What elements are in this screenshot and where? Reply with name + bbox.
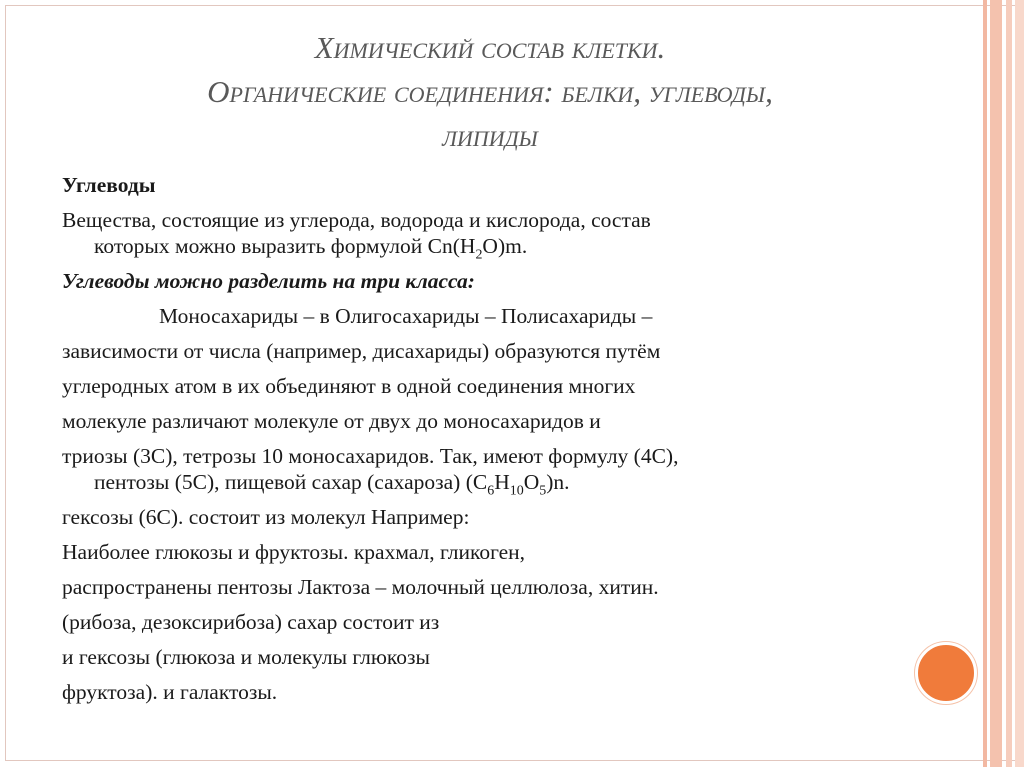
title-line-1: Химический состав клетки. [314, 30, 666, 65]
text-fragment: О [523, 470, 540, 494]
decor-stripe [990, 0, 1002, 767]
slide-title [60, 26, 920, 158]
definition-line-2 [62, 233, 912, 263]
body-line: триозы (3С), тетрозы 10 моносахаридов. Так, имеют формулу (4С), [62, 444, 679, 468]
title-line-3: липиды [442, 118, 538, 153]
body-line: молекуле различают молекуле от двух до моносахаридов и [62, 409, 601, 433]
slide-body [62, 172, 912, 714]
decor-stripe [983, 0, 987, 767]
body-line: гексозы (6С). состоит из молекул Например: [62, 505, 470, 529]
title-line-2: Органические соединения: белки, углеводы, [207, 74, 773, 109]
body-line: зависимости от числа (например, дисахариды) образуются путём [62, 339, 661, 363]
section-heading: Углеводы [62, 173, 156, 197]
classes-intro: Углеводы можно разделить на три класса: [62, 269, 475, 293]
classes-line: Моносахариды – в Олигосахариды – Полисахариды – [159, 304, 653, 328]
body-line: фруктоза). и галактозы. [62, 680, 278, 704]
subscript: 2 [475, 247, 483, 263]
body-line: и гексозы (глюкоза и молекулы глюкозы [62, 645, 430, 669]
body-line: распространены пентозы Лактоза – молочный целлюлоза, хитин. [62, 575, 659, 599]
subscript: 10 [509, 483, 524, 499]
decor-stripe [1006, 0, 1012, 767]
text-fragment: которых можно выразить формулой Cn(H [94, 234, 476, 258]
body-line: углеродных атом в их объединяют в одной соединения многих [62, 374, 636, 398]
text-fragment: пентозы (5С), пищевой сахар (сахароза) (С [94, 470, 488, 494]
body-line: (рибоза, дезоксирибоза) сахар состоит из [62, 610, 440, 634]
body-line: Наиболее глюкозы и фруктозы. крахмал, гликоген, [62, 540, 526, 564]
definition-line-1: Вещества, состоящие из углерода, водорода и кислорода, состав [62, 208, 651, 232]
decor-circle [915, 642, 977, 704]
text-fragment: O)m. [482, 234, 528, 258]
body-line-formula [62, 469, 912, 499]
subscript: 5 [539, 483, 547, 499]
subscript: 6 [487, 483, 495, 499]
decor-stripe [1015, 0, 1024, 767]
text-fragment: )n. [546, 470, 570, 494]
text-fragment: Н [494, 470, 510, 494]
